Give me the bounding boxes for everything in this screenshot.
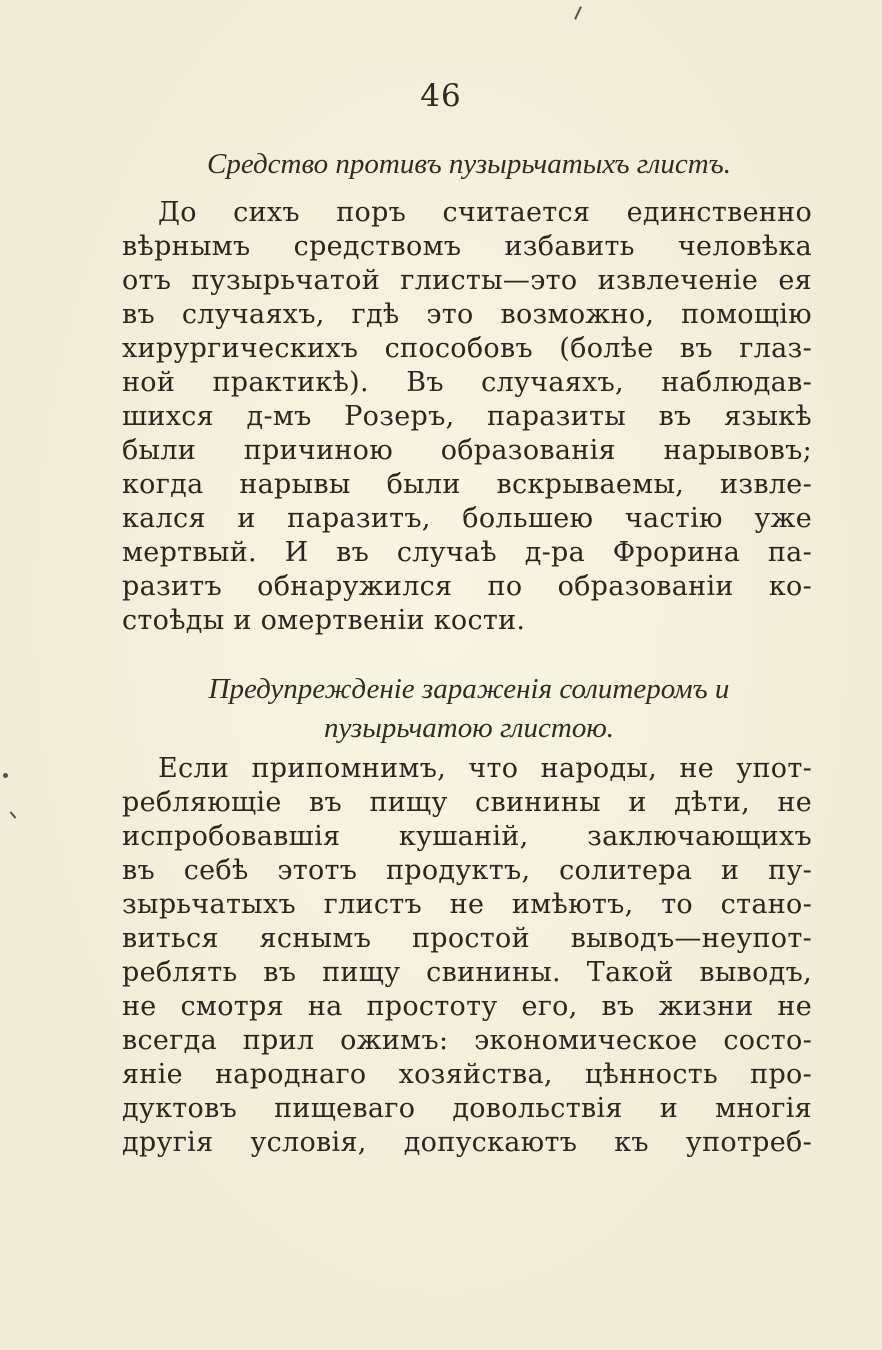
text-line: виться яснымъ простой выводъ—неупот-: [122, 923, 812, 954]
text-line: мертвый. И въ случаѣ д-ра Фрорина па-: [122, 537, 812, 568]
text-line: отъ пузырьчатой глисты—это извлеченіе ея: [122, 265, 812, 296]
text-line: кался и паразитъ, большею частію уже: [122, 503, 812, 534]
text-line: разитъ обнаружился по образованіи ко-: [122, 571, 812, 602]
text-line: ребляющіе въ пищу свинины и дѣти, не: [122, 787, 812, 818]
text-line: реблять въ пищу свинины. Такой выводъ,: [122, 957, 812, 988]
text-line: стоѣды и омертвеніи кости.: [122, 605, 526, 636]
text-line: зырьчатыхъ глистъ не имѣютъ, то стано-: [122, 889, 812, 920]
ink-mark: [3, 773, 8, 778]
section-heading: Средство противъ пузырьчатыхъ глистъ.: [207, 148, 731, 180]
ink-mark: [10, 811, 17, 818]
section-heading-line: Предупрежденіе зараженія солитеромъ и: [208, 673, 730, 705]
text-line: въ себѣ этотъ продуктъ, солитера и пу-: [122, 855, 812, 886]
text-line: ной практикѣ). Въ случаяхъ, наблюдав-: [122, 367, 812, 398]
text-line: дуктовъ пищеваго довольствія и многія: [122, 1093, 812, 1124]
section-heading: [122, 670, 816, 748]
section-heading-line: пузырьчатою глистою.: [323, 712, 615, 744]
text-line: не смотря на простоту его, въ жизни не: [122, 991, 812, 1022]
text-line: До сихъ поръ считается единственно: [158, 197, 812, 228]
text-line: испробовавшія кушаній, заключающихъ: [122, 821, 812, 852]
text-line: Если припомнимъ, что народы, не упот-: [158, 753, 812, 784]
text-line: когда нарывы были вскрываемы, извле-: [122, 469, 812, 500]
text-line: яніе народнаго хозяйства, цѣнность про-: [122, 1059, 812, 1090]
text-line: всегда прил ожимъ: экономическое состо-: [122, 1025, 812, 1056]
page-number: 46: [420, 78, 462, 114]
text-line: въ случаяхъ, гдѣ это возможно, помощію: [122, 299, 812, 330]
text-line: другія условія, допускаютъ къ употреб-: [122, 1127, 812, 1158]
ink-mark: [574, 6, 582, 20]
text-line: шихся д-мъ Розеръ, паразиты въ языкѣ: [122, 401, 812, 432]
text-line: хирургическихъ способовъ (болѣе въ глаз-: [122, 333, 812, 364]
text-line: были причиною образованія нарывовъ;: [122, 435, 812, 466]
text-line: вѣрнымъ средствомъ избавить человѣка: [122, 231, 812, 262]
paragraph: [122, 752, 812, 1160]
paragraph: [122, 196, 812, 638]
